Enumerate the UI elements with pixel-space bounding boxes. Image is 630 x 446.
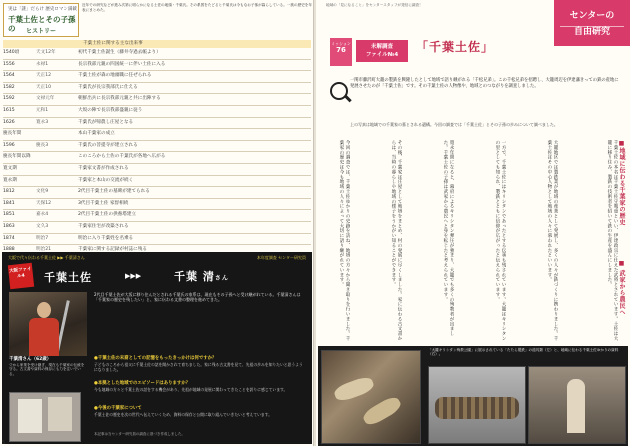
figure-head-shape	[37, 302, 51, 318]
timeline-event: 2代目千葉土佐の供養塔建立	[78, 212, 137, 218]
timeline-header: 千葉土佐に関する主な出来事	[3, 40, 311, 48]
portrait-photo	[9, 292, 87, 356]
history-kicker: 実は「謎」だらけ 歴史ロマン満載	[8, 7, 77, 12]
article-lede: 一関市藤沢町大籠の製鉄を興隆したとして地域で語り継がれる「千松兄弟」。この千松兄弟を招聘し、大籠周辺を伊達藩きっての鉄の産地に発展させたのが「千葉土佐」です。その千葉土佐の人物像や、地域とのつながりを調査しました。	[350, 78, 619, 89]
timeline-era: 寛永3	[36, 119, 49, 125]
timeline-era: 天文12年	[36, 50, 56, 55]
timeline-era: 天正10	[36, 84, 52, 90]
interview-topline-right: 本年度調査 センター研究員	[256, 255, 306, 260]
timeline-year: 1564	[3, 73, 15, 79]
timeline-row	[3, 71, 311, 83]
article-column-5: その後、千葉家は庄屋として地域をまとめ、村の発展に尽くしました。家に伝わる古文書からは、当時の暮らしや地域の様子をうかがい知ることができます。	[390, 140, 402, 341]
timeline-event: 千葉家文書が作成される	[78, 165, 129, 171]
timeline-era	[36, 129, 78, 140]
artifact-photo-2	[428, 366, 526, 444]
timeline-year: 慶長年間	[3, 131, 22, 137]
photo-caption: 「大籠キリシタン殉教公園」に展示されている「たたら製鉄」の道具類（左）と、地域に伝わる千葉土佐ゆかりの資料（右）。	[428, 348, 619, 357]
interview-body: 2代目千葉土佐が大坂に移り住んだとされる千葉氏の家系は、現在もその子孫へと受け継がれている。千葉清さんは「千葉家の歴史を残したい」と、家に伝わる文書の整理を進めてきた。	[94, 292, 301, 303]
mission-label: ミッション	[331, 41, 351, 46]
mission-number: 76	[336, 46, 346, 54]
timeline-row	[3, 199, 311, 211]
timeline-event: 本山千葉家の成立	[78, 131, 115, 137]
answer-2: 今も地域の方々と千葉土佐の話をする機会があり、先祖が地域の発展に関わってきたことを誇りに感じています。	[94, 387, 288, 392]
timeline-year: 1540頃	[3, 50, 20, 55]
timeline-year: 1851	[3, 212, 15, 218]
answer-3: 千葉土佐の歴史を次の世代へ伝えていくため、資料の保存と公開に取り組んでいきたいと考えています。	[94, 412, 272, 417]
history-title: 千葉土佐とその子孫の	[8, 15, 76, 33]
artifact-shape	[332, 375, 375, 404]
timeline-event: 千葉氏が帰農し庄屋となる	[78, 119, 134, 125]
timeline-era: 元和1	[36, 107, 49, 113]
article-lede-note: 上の写真は地域での千葉家の墓とされる遺構。今回の調査では「千葉土佐」とその子孫の歩みについて調べました。	[350, 122, 558, 127]
timeline-year: 1592	[3, 96, 15, 102]
timeline-row	[3, 48, 311, 60]
page-number-left: 5	[2, 440, 6, 446]
portrait-caption-name: 千葉清さん（62歳）	[9, 357, 52, 362]
timeline-era: 文化9	[36, 189, 49, 195]
photo-strip	[318, 346, 628, 446]
timeline-era: 天保12	[36, 200, 52, 206]
timeline-event: 3代目千葉土佐 家督相続	[78, 200, 129, 206]
article-title: 「千葉土佐」	[416, 40, 495, 54]
timeline-event: 千葉土佐が森の地頭職に任ぜられる	[78, 73, 152, 79]
timeline-row	[3, 176, 311, 188]
article-column-6: 今回の調査では、千葉土佐ゆかりの史跡を訪ね、地域の方々から聞き取りを行いました。千葉家の歴史は今も地域の人々によって大切に語り継がれています。	[338, 140, 350, 341]
question-1: ●千葉土佐の末裔としての記憶をもったきっかけは何ですか？	[94, 356, 217, 361]
timeline-event: 初代千葉土佐誕生（藤井寺過去帳より）	[78, 50, 161, 55]
timeline-event: 大坂の陣で長宗我部盛親に従う	[78, 107, 143, 113]
timeline-year: 1596	[3, 142, 15, 148]
descendant-name-text: 千葉 清	[174, 270, 215, 283]
timeline-rows	[3, 48, 311, 257]
descendant-name	[174, 268, 229, 284]
timeline-year: 1582	[3, 84, 15, 90]
timeline-event: 千葉家住宅が改築される	[78, 223, 129, 229]
interview-topline-left: 大阪で代々伝わる千葉土佐 ▶▶ 千葉清さん	[8, 255, 85, 260]
timeline-year: 1615	[3, 107, 15, 113]
section-tab-line-2: 自由研究	[573, 27, 610, 37]
arrow-icon: ▶▶▶	[125, 272, 142, 280]
article-column-4: 寛永年間になると、幕府によるキリシタン弾圧が強まり、大籠でも多くの殉教者が出ました。千葉土佐の子孫は武家から農民へと身を転じたと考えられています。	[442, 140, 454, 336]
timeline-era: 明治7	[36, 235, 49, 241]
document-shape	[48, 397, 72, 431]
timeline-row	[3, 222, 311, 234]
timeline-table	[3, 40, 311, 252]
timeline-era: 文禄元年	[36, 96, 55, 102]
history-subtitle: ヒストリー	[26, 28, 57, 35]
right-page	[316, 0, 630, 446]
timeline-row	[3, 118, 311, 130]
intro-text: 近年での研究などが進み次第に明らかになる土佐の地頭・千葉氏。その系図をたどると千葉氏は今もなお子孫が暮らしている。一族の歴史を年表にまとめた。	[82, 3, 312, 12]
timeline-year: 1863	[3, 223, 15, 229]
interview-panel	[2, 252, 312, 444]
file-label-line-2: ファイル№4	[365, 52, 399, 58]
timeline-era: 嘉永4	[36, 212, 49, 218]
timeline-row	[3, 210, 311, 222]
timeline-era: 永禄1	[36, 61, 49, 67]
artifact-photo-1	[321, 350, 421, 444]
timeline-year: 寛文期	[3, 165, 17, 171]
question-2: ●本拠とした地域でのエピソードはありますか？	[94, 381, 191, 386]
timeline-row	[3, 60, 311, 72]
timeline-event: 千葉家と本山の交流が続く	[78, 177, 134, 183]
timeline-event: 長宗我部元親の四国統一に伴い土佐に入る	[78, 61, 166, 67]
artifact-shape	[361, 394, 404, 428]
mission-badge	[330, 38, 352, 66]
section-tab-line-1: センターの	[569, 11, 615, 21]
timeline-era	[36, 164, 78, 175]
timeline-row	[3, 94, 311, 106]
timeline-year: 1556	[3, 61, 15, 67]
timeline-row	[3, 129, 311, 141]
timeline-era: 慶長3	[36, 142, 49, 148]
portrait-caption-text: 父から家業を受け継ぎ、現在も千葉家の伝統を守る。古文書や資料の保存にも力を注いでいる。	[9, 362, 85, 376]
timeline-row	[3, 164, 311, 176]
ancestor-name: 千葉土佐	[44, 271, 92, 284]
timeline-year: 1812	[3, 189, 15, 195]
timeline-event: 明治に入り千葉姓を名乗る	[78, 235, 134, 241]
descendant-honorific: さん	[214, 275, 229, 282]
history-title-box	[3, 3, 79, 37]
timeline-row	[3, 187, 311, 199]
timeline-era: 天正12	[36, 73, 52, 79]
timeline-era: 文久3	[36, 223, 49, 229]
file-badge: 大阪ファイル4	[8, 263, 34, 289]
portrait-caption	[9, 358, 87, 390]
timeline-event: 千葉氏が長宗我部氏に仕える	[78, 84, 138, 90]
documents-photo	[9, 392, 81, 442]
magnifier-icon	[330, 82, 348, 100]
timeline-event: 朝鮮出兵に長宗我部元親と共に出陣する	[78, 96, 161, 102]
statue-shape	[567, 379, 585, 433]
section-tab	[554, 0, 630, 46]
timeline-event: 2代目千葉土佐の墓碑が建てられる	[78, 189, 150, 195]
article-column-2: 大籠地区では製鉄業が地域の産業として発展し、多くの人々が鉄づくりに携わりました。千葉土佐はその中心人物として地域の人々に慕われたといいます。	[546, 140, 558, 341]
timeline-row	[3, 152, 311, 164]
section-heading-history: ■地域に伝わる千葉家の歴史	[618, 140, 625, 226]
left-page	[0, 0, 314, 446]
timeline-row	[3, 141, 311, 153]
section-heading-farmers: ■ 武家から農民へ	[618, 260, 625, 316]
interview-footnote: 本記事は当センター研究員の調査に基づき作成しました。	[94, 432, 185, 436]
timeline-year: 寛永期	[3, 177, 17, 183]
file-label-line-1: 未解調査	[370, 44, 393, 50]
interview-topline	[8, 255, 306, 261]
timeline-year: 1841	[3, 200, 15, 206]
answer-1: 子どものころから祖父に千葉土佐の話を聞かされて育ちました。家に残る古文書を見て、先祖の歩みを知りたいと思うようになりました。	[94, 362, 303, 372]
timeline-year: 慶長年間以降	[3, 154, 31, 160]
article-column-3: 一方で、千葉土佐にはキリシタンであったとする伝承も残されています。大籠はキリシタンの里としても知られ、製鉄とともに信仰が広がったと伝えられています。	[494, 140, 506, 341]
timeline-row	[3, 106, 311, 118]
article-column-1: 千葉土佐の本名は千葉土佐守胤重といい、伊達政宗に仕えた武将とされています。土佐は大籠に移り住み、製鉄の技術者を招いて鉄の生産を盛んにしました。	[606, 140, 618, 341]
timeline-era: 明治21	[36, 247, 52, 253]
timeline-row	[3, 234, 311, 246]
artifact-shape	[435, 397, 519, 419]
timeline-era	[36, 176, 78, 187]
figure-body-shape	[29, 318, 59, 356]
timeline-era	[36, 152, 78, 163]
timeline-year: 1874	[3, 235, 15, 241]
question-3: ●今後の千葉家について	[94, 406, 142, 411]
file-label	[356, 40, 408, 62]
artifact-photo-3	[528, 366, 626, 444]
timeline-year: 1626	[3, 119, 15, 125]
timeline-event: このころから土佐の千葉氏が各地へ広がる	[78, 154, 166, 160]
page-motto: 地域の「見になること」をセンタースタッフが発信に調査！	[326, 3, 423, 7]
document-shape	[18, 399, 42, 433]
timeline-event: 千葉家に関する記録が村誌に残る	[78, 247, 147, 253]
timeline-year: 1888	[3, 247, 15, 253]
timeline-event: 千葉氏の菩提寺が建立される	[78, 142, 138, 148]
timeline-row	[3, 83, 311, 95]
page-number-right: 6	[624, 440, 628, 446]
